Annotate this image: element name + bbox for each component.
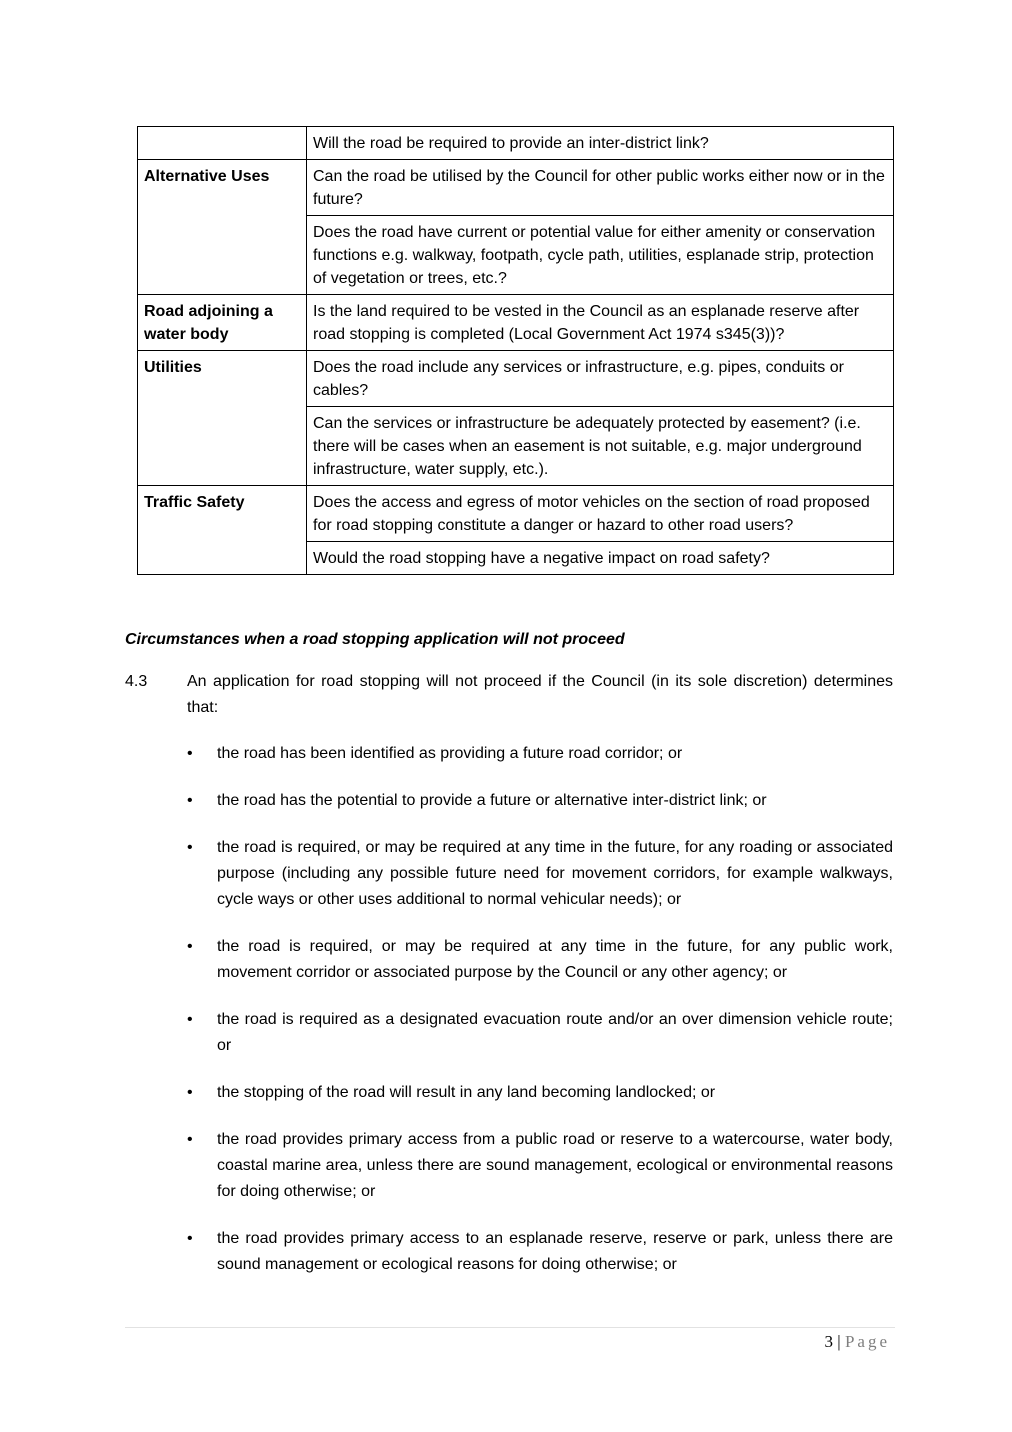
bullet-icon: • [187, 792, 193, 809]
criteria-table [137, 126, 894, 575]
list-item-text: the road is required, or may be required at any time in the future, for any public work, movement corridor or associated purpose by the Council or any other agency; or [217, 938, 893, 981]
page-number: 3 [824, 1332, 834, 1351]
footer-separator: | [837, 1332, 841, 1351]
category-cell [138, 127, 307, 160]
question-cell: Will the road be required to provide an inter-district link? [307, 127, 894, 160]
clause-number: 4.3 [125, 673, 148, 690]
page-label: Page [844, 1332, 890, 1351]
list-item [187, 788, 893, 814]
list-item-text: the road has been identified as providing a future road corridor; or [217, 745, 683, 762]
category-cell: Utilities [138, 351, 307, 486]
page-footer [825, 1330, 890, 1354]
table-row [138, 160, 894, 216]
bullet-icon: • [187, 1131, 193, 1148]
question-cell: Is the land required to be vested in the Council as an esplanade reserve after road stopping is completed (Local Government Act 1974 s345(3))? [307, 295, 894, 351]
question-cell: Can the road be utilised by the Council for other public works either now or in the future? [307, 160, 894, 216]
list-item [187, 1226, 893, 1278]
list-item-text: the road provides primary access from a public road or reserve to a watercourse, water body, coastal marine area, unless there are sound management, ecological or environmental reasons for doing otherwise; or [217, 1131, 893, 1200]
list-item-text: the road is required, or may be required at any time in the future, for any roading or associated purpose (including any possible future need for movement corridors, for example walkways, cycle ways or other uses additional to normal vehicular needs); or [217, 839, 893, 908]
question-cell: Does the road include any services or infrastructure, e.g. pipes, conduits or cables? [307, 351, 894, 407]
bullet-icon: • [187, 938, 193, 955]
list-item-text: the stopping of the road will result in any land becoming landlocked; or [217, 1084, 716, 1101]
list-item [187, 1127, 893, 1205]
section-heading: Circumstances when a road stopping application will not proceed [125, 631, 625, 648]
bullet-icon: • [187, 1084, 193, 1101]
question-cell: Can the services or infrastructure be adequately protected by easement? (i.e. there will be cases when an easement is not suitable, e.g. major underground infrastructure, water supply, etc.). [307, 407, 894, 486]
list-item [187, 1007, 893, 1059]
list-item [187, 835, 893, 913]
clause-text: An application for road stopping will not proceed if the Council (in its sole discretion) determines that: [187, 673, 893, 716]
bullet-icon: • [187, 745, 193, 762]
table-row [138, 295, 894, 351]
list-item [187, 741, 893, 767]
list-item-text: the road provides primary access to an esplanade reserve, reserve or park, unless there are sound management or ecological reasons for doing otherwise; or [217, 1230, 893, 1273]
category-cell: Road adjoining a water body [138, 295, 307, 351]
category-cell: Alternative Uses [138, 160, 307, 295]
list-item-text: the road is required as a designated evacuation route and/or an over dimension vehicle route; or [217, 1011, 893, 1054]
table-row [138, 127, 894, 160]
bullet-icon: • [187, 1011, 193, 1028]
footer-divider [125, 1327, 895, 1328]
category-cell: Traffic Safety [138, 486, 307, 575]
list-item [187, 1080, 893, 1106]
question-cell: Would the road stopping have a negative impact on road safety? [307, 542, 894, 575]
bullet-list [187, 741, 893, 1299]
table-row [138, 486, 894, 542]
bullet-icon: • [187, 1230, 193, 1247]
list-item-text: the road has the potential to provide a future or alternative inter-district link; or [217, 792, 767, 809]
question-cell: Does the road have current or potential value for either amenity or conservation functions e.g. walkway, footpath, cycle path, utilities, esplanade strip, protection of vegetation or trees, etc.? [307, 216, 894, 295]
table-row [138, 351, 894, 407]
question-cell: Does the access and egress of motor vehicles on the section of road proposed for road stopping constitute a danger or hazard to other road users? [307, 486, 894, 542]
list-item [187, 934, 893, 986]
bullet-icon: • [187, 839, 193, 856]
